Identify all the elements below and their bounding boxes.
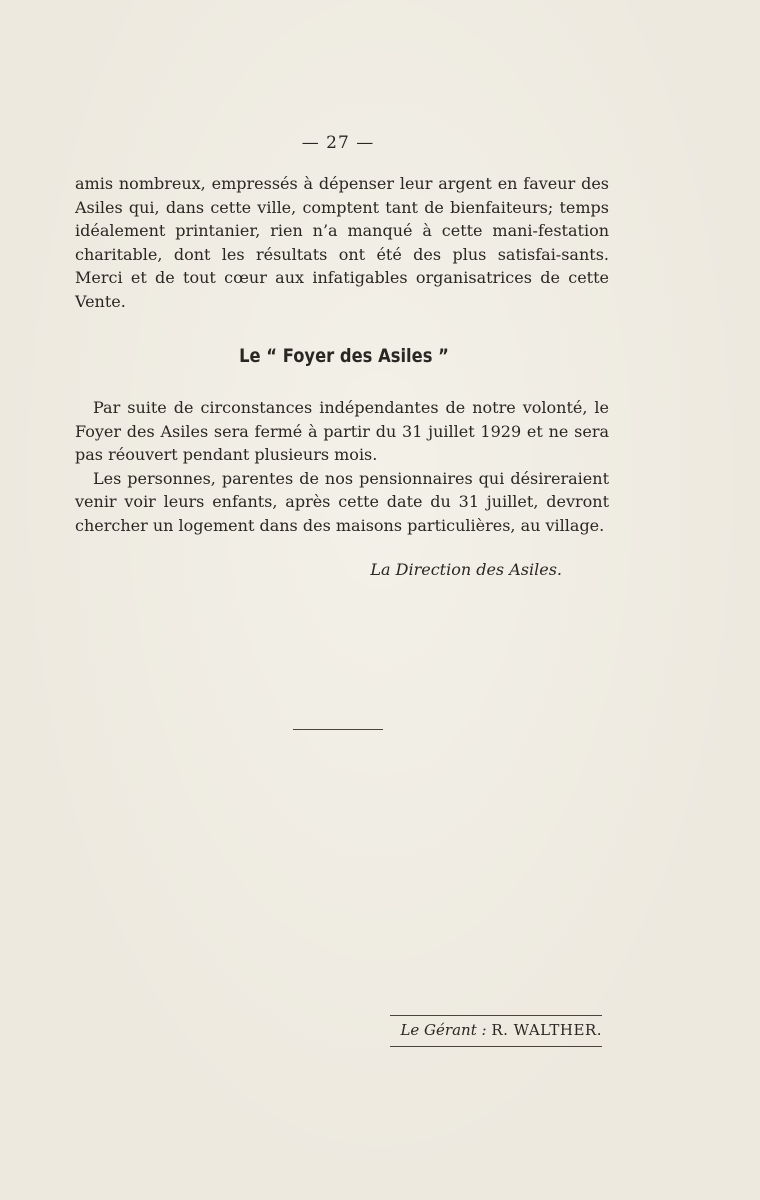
signature: La Direction des Asiles. xyxy=(370,560,562,579)
page-number: — 27 — xyxy=(301,133,375,153)
intro-paragraph: amis nombreux, empressés à dépenser leur argent en faveur des Asiles qui, dans cette ville, comptent tant de bienfaiteurs; temps idéalement printanier, rien n’a manqué à cette mani-festation charitable, dont les résultats ont été des plus satisfai-sants. Merci et de tout cœur aux infatigables organisatrices de cette Vente. xyxy=(75,174,609,311)
gerant-label: Le Gérant : xyxy=(400,1021,487,1039)
notice-paragraph-visitors: Les personnes, parentes de nos pensionnaires qui désireraient venir voir leurs enfants, après cette date du 31 juillet, devront chercher un logement dans des maisons particulières, au village. xyxy=(75,468,609,535)
divider-rule xyxy=(293,729,383,730)
notice-section xyxy=(75,396,609,537)
intro-section xyxy=(75,172,609,313)
notice-paragraph-closure: Par suite de circonstances indépendantes de notre volonté, le Foyer des Asiles sera fermé à partir du 31 juillet 1929 et ne sera pas réouvert pendant plusieurs mois. xyxy=(75,398,609,464)
section-title: Le “ Foyer des Asiles ” xyxy=(239,345,449,367)
gerant-name: R. WALTHER. xyxy=(491,1021,602,1039)
gerant-signature-block xyxy=(390,1015,602,1047)
